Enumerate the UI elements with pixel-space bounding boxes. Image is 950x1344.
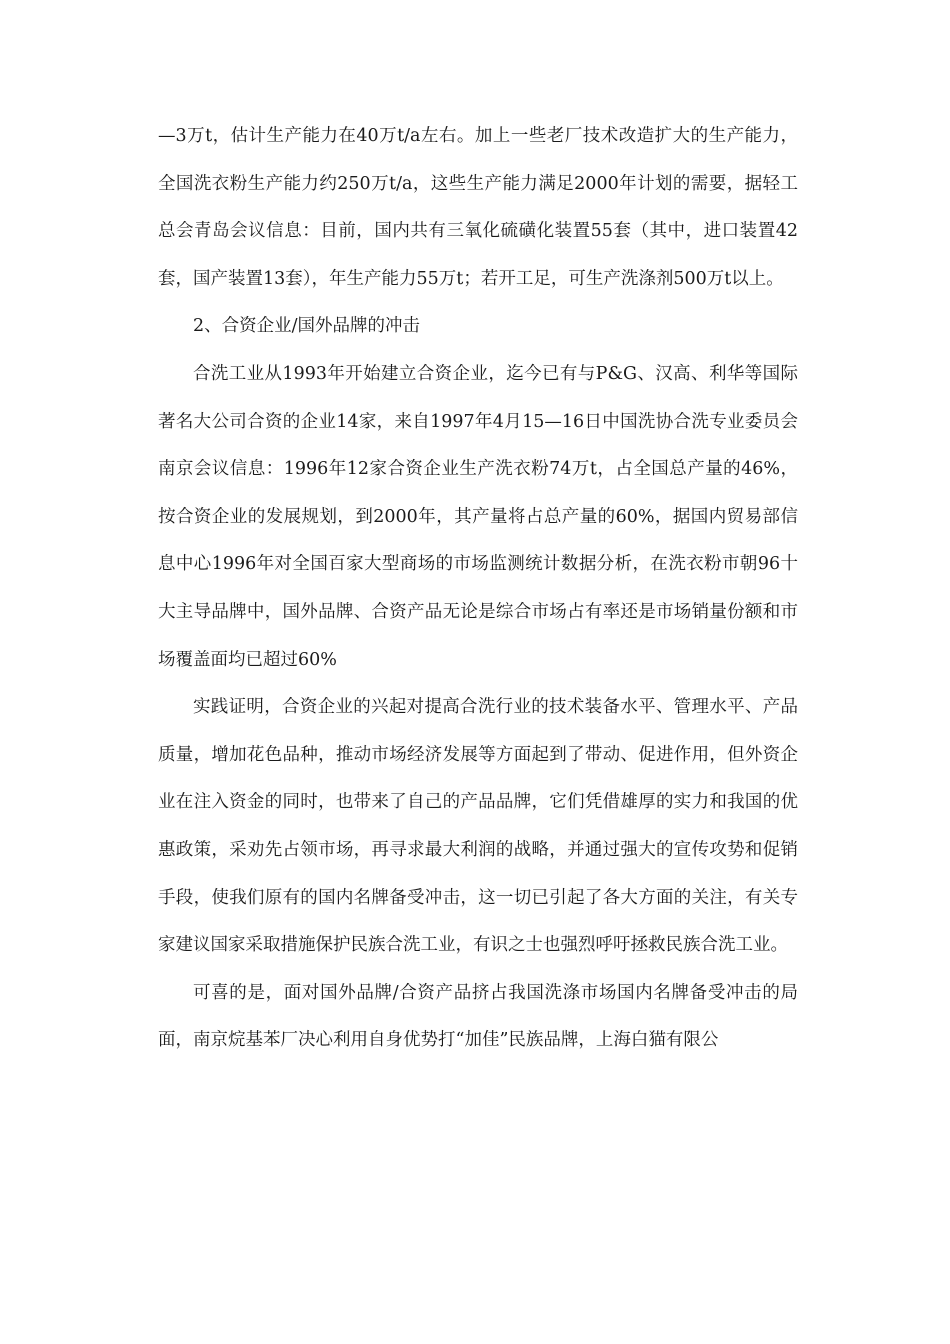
paragraph-domestic-brands: 可喜的是，面对国外品牌/合资产品挤占我国洗涤市场国内名牌备受冲击的局面，南京烷基苯厂决心利用自身优势打“加佳”民族品牌，上海白猫有限公 xyxy=(158,982,798,1051)
paragraph-joint-ventures: 合洗工业从1993年开始建立合资企业，迄今已有与P&G、汉高、利华等国际著名大公司合资的企业14家，来自1997年4月15—16日中国洗协合洗专业委员会南京会议信息：1996年12家合资企业生产洗衣粉74万t，占全国总产量的46%，按合资企业的发展规划，到2000年，其产量将占总产量的60%，据国内贸易部信息中心1996年对全国百家大型商场的市场监测统计数据分析，在洗衣粉市朝96十大主导品牌中，国外品牌、合资产品无论是综合市场占有率还是市场销量份额和市场覆盖面均已超过60% xyxy=(158,363,798,670)
document-body xyxy=(158,113,798,1065)
paragraph-capacity: —3万t，估计生产能力在40万t/a左右。加上一些老厂技术改造扩大的生产能力，全国洗衣粉生产能力约250万t/a，这些生产能力满足2000年计划的需要，据轻工总会青岛会议信息：目前，国内共有三氧化硫磺化装置55套（其中，进口装置42套，国产装置13套），年生产能力55万t；若开工足，可生产洗涤剂500万t以上。 xyxy=(158,126,798,289)
section-heading: 2、合资企业/国外品牌的冲击 xyxy=(193,316,421,337)
paragraph-practice-proof: 实践证明，合资企业的兴起对提高合洗行业的技术装备水平、管理水平、产品质量，增加花色品种，推动市场经济发展等方面起到了带动、促进作用，但外资企业在注入资金的同时，也带来了自己的产品品牌，它们凭借雄厚的实力和我国的优惠政策，采劝先占领市场，再寻求最大利润的战略，并通过强大的宣传攻势和促销手段，使我们原有的国内名牌备受冲击，这一切已引起了各大方面的关注，有关专家建议国家采取措施保护民族合洗工业，有识之士也强烈呼吁拯救民族合洗工业。 xyxy=(158,697,798,956)
